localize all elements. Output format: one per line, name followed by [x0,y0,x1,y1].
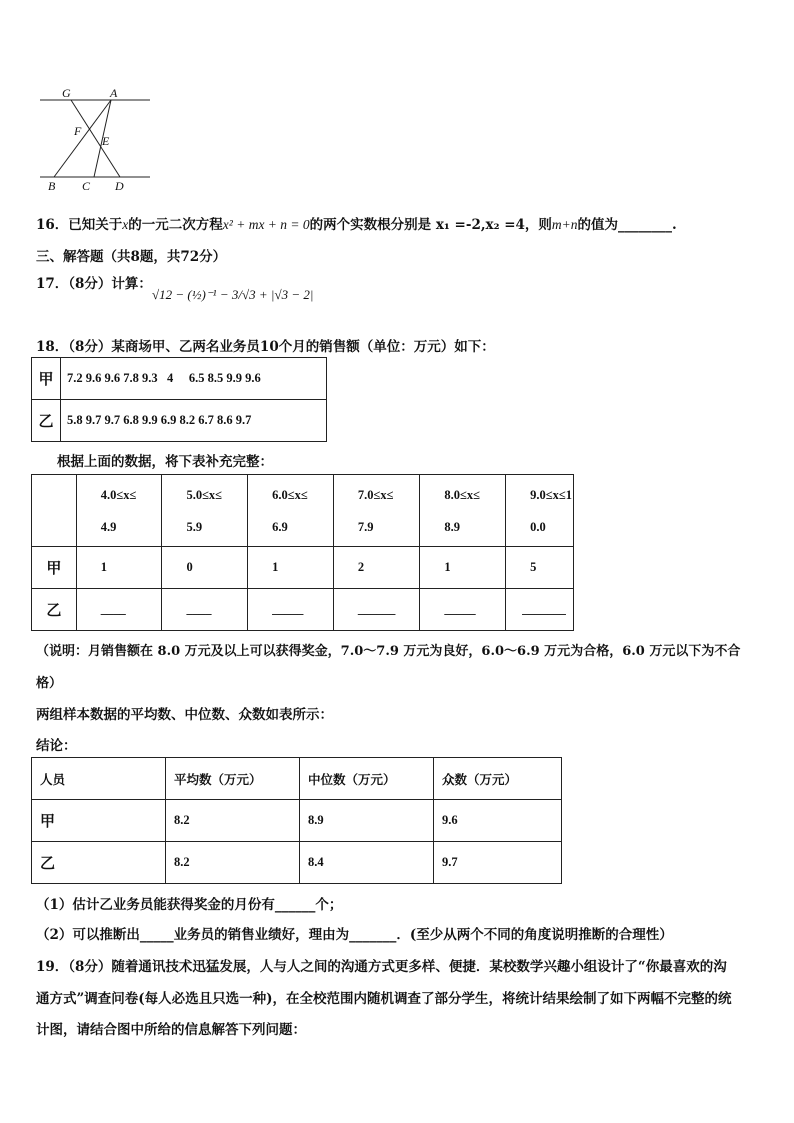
header-cell: 8.0≤x≤ 8.9 [420,475,506,547]
table-row [32,400,327,442]
answer-blank[interactable]: ____ [162,589,248,631]
label-C: C [82,179,91,193]
row-label: 甲 [32,547,77,589]
statistics-table [31,757,562,884]
q18-conclusion: 结论： [36,738,77,754]
header-cell: 9.0≤x≤1 0.0 [506,475,574,547]
freq-cell: 2 [333,547,420,589]
answer-blank[interactable]: _____ [420,589,506,631]
stat-cell: 8.4 [300,842,434,884]
table-row [32,758,562,800]
q17-formula: √12 − (½)⁻¹ − 3/√3 + |√3 − 2| [152,287,314,302]
answer-blank[interactable]: _______ [506,589,574,631]
q16-equation: x² + mx + n = 0 [222,217,310,232]
q16-prefix: 16．已知关于 [36,217,123,233]
row-label: 甲 [32,358,61,400]
segment-GD [71,100,120,177]
row-values: 5.8 9.7 9.7 6.8 9.9 6.9 8.2 6.7 8.6 9.7 [61,400,327,442]
stat-cell: 8.2 [166,842,300,884]
stat-cell: 8.9 [300,800,434,842]
q16-var: x [122,217,129,232]
q18-sub-question-1: （1）估计乙业务员能获得奖金的月份有______个； [36,897,343,913]
freq-cell: 1 [76,547,162,589]
row-label: 乙 [32,400,61,442]
frequency-table [31,474,574,631]
row-label: 甲 [32,800,166,842]
question-19-line-3: 计图，请结合图中所给的信息解答下列问题： [36,1022,306,1038]
q16-expr: m+n [551,217,578,232]
q18-summary-intro: 两组样本数据的平均数、中位数、众数如表所示： [36,707,333,723]
header-cell: 众数（万元） [434,758,562,800]
header-cell: 6.0≤x≤ 6.9 [248,475,334,547]
q16-suffix: 的值为________. [577,217,677,233]
stat-cell: 9.7 [434,842,562,884]
q18-note-line-2: 格） [36,676,63,691]
row-label: 乙 [32,589,77,631]
sales-data-table [31,357,327,442]
question-17: 17．（8分）计算： [36,276,152,292]
stat-cell: 9.6 [434,800,562,842]
label-D: D [115,179,124,193]
row-values: 7.2 9.6 9.6 7.8 9.3 4 6.5 8.5 9.9 9.6 [61,358,327,400]
answer-blank[interactable]: ______ [333,589,420,631]
section-3-heading: 三、解答题（共8题，共72分） [36,249,227,265]
answer-blank[interactable]: _____ [248,589,334,631]
label-B: B [48,179,56,193]
header-cell: 平均数（万元） [166,758,300,800]
freq-cell: 1 [420,547,506,589]
freq-cell: 5 [506,547,574,589]
label-E: E [102,134,110,148]
question-19-line-2: 通方式”调查问卷(每人必选且只选一种)，在全校范围内随机调查了部分学生，将统计结果绘制了如下两幅不完整的统 [36,991,732,1007]
q16-roots: 的两个实数根分别是 x₁ =-2,x₂ =4，则 [309,217,552,233]
row-label: 乙 [32,842,166,884]
q18-note-line-1: （说明：月销售额在 8.0 万元及以上可以获得奖金，7.0～7.9 万元为良好，6.0～6.9 万元为合格，6.0 万元以下为不合 [36,644,741,659]
label-A: A [110,86,118,100]
freq-cell: 1 [248,547,334,589]
table-row [32,842,562,884]
header-cell: 7.0≤x≤ 7.9 [333,475,420,547]
question-19-line-1: 19．（8分）随着通讯技术迅猛发展，人与人之间的沟通方式更多样、便捷．某校数学兴趣小组设计了“你最喜欢的沟 [36,959,727,975]
answer-blank[interactable]: ____ [76,589,162,631]
stat-cell: 8.2 [166,800,300,842]
question-18: 18．（8分）某商场甲、乙两名业务员10个月的销售额（单位：万元）如下： [36,339,495,355]
q18-instruction: 根据上面的数据，将下表补充完整： [57,454,273,470]
header-cell: 5.0≤x≤ 5.9 [162,475,248,547]
table-row [32,547,574,589]
table-row [32,800,562,842]
q18-sub-question-2: （2）可以推断出_____业务员的销售业绩好，理由为_______．(至少从两个不同的角度说明推断的合理性） [36,927,673,943]
q16-mid: 的一元二次方程 [128,217,223,233]
header-cell: 中位数（万元） [300,758,434,800]
corner-cell [32,475,77,547]
table-row [32,589,574,631]
freq-cell: 0 [162,547,248,589]
table-row [32,358,327,400]
table-row [32,475,574,547]
question-16 [36,213,677,233]
geometry-figure [36,84,156,194]
header-cell: 人员 [32,758,166,800]
label-F: F [74,124,82,138]
header-cell: 4.0≤x≤ 4.9 [76,475,162,547]
label-G: G [62,86,71,100]
